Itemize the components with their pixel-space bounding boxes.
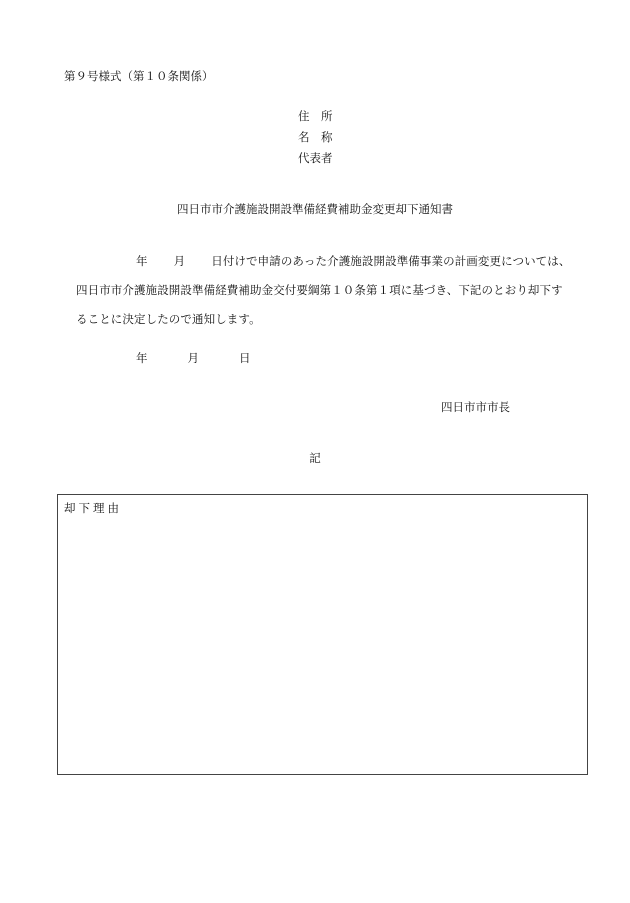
- ki-heading: 記: [309, 451, 321, 465]
- body-line-3: ることに決定したので通知します。: [76, 312, 261, 326]
- reason-box: [57, 494, 588, 775]
- body-line-1-text: 日付けで申請のあった介護施設開設準備事業の計画変更については、: [211, 254, 571, 268]
- date-line: [136, 350, 251, 366]
- date-year: 年: [136, 351, 148, 365]
- document-title: 四日市市介護施設開設準備経費補助金変更却下通知書: [177, 202, 453, 216]
- issuer-name: 四日市市市長: [441, 400, 510, 414]
- representative-label: 代表者: [298, 151, 333, 165]
- reason-label: 却下理由: [64, 501, 122, 515]
- body-line-2: 四日市市介護施設開設準備経費補助金交付要綱第１０条第１項に基づき、下記のとおり却下す: [76, 283, 563, 297]
- body-year: 年: [136, 254, 148, 268]
- form-number: 第９号様式（第１０条関係）: [64, 69, 214, 83]
- name-label: 名 称: [298, 130, 333, 144]
- body-month: 月: [173, 254, 186, 268]
- address-label: 住 所: [298, 109, 333, 123]
- body-paragraph: [76, 247, 596, 334]
- body-line-1: [76, 247, 596, 276]
- date-month: 月: [187, 351, 199, 365]
- date-day: 日: [239, 351, 251, 365]
